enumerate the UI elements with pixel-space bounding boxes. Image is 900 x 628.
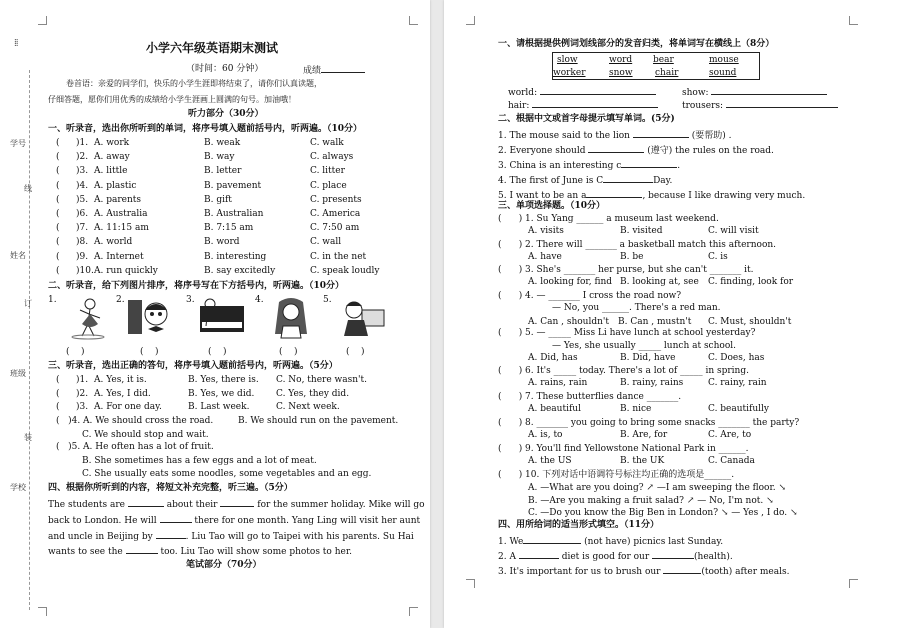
- time-limit: （时间：60 分钟）: [186, 64, 264, 74]
- option-a[interactable]: A. world: [94, 237, 133, 248]
- option-c[interactable]: C. walk: [310, 138, 344, 148]
- intro-line-1: 卷首语：亲爱的同学们，快乐的小学生涯即将结束了，请你们认真读题，: [66, 79, 322, 88]
- choice-q5-reply: — Yes, she usually _____ lunch at school.: [552, 341, 736, 351]
- answer-bracket[interactable]: (: [56, 152, 60, 163]
- category-hair: hair:: [508, 99, 658, 112]
- question-number: )1.: [76, 138, 89, 148]
- blank-input[interactable]: [126, 545, 158, 554]
- choice-q5-b[interactable]: B. Did, have: [620, 353, 676, 363]
- choice-q5-c[interactable]: C. Does, has: [708, 353, 765, 363]
- choice-option-c[interactable]: C. Canada: [708, 456, 755, 466]
- written-heading: 笔试部分（70分）: [186, 560, 262, 570]
- blank-input[interactable]: [711, 86, 827, 95]
- choice-question: ( ) 1. Su Yang ______ a museum last weekend.: [498, 214, 719, 224]
- answer-bracket[interactable]: (: [56, 237, 60, 248]
- choice-q5-a[interactable]: A. Did, has: [528, 353, 578, 363]
- answer-bracket[interactable]: (: [56, 402, 60, 412]
- option-b[interactable]: B. say excitedly: [204, 265, 276, 276]
- drag-handle-icon[interactable]: ⁞⁞: [14, 38, 18, 49]
- question-number: )10.: [76, 265, 94, 276]
- blank-input[interactable]: [128, 498, 164, 507]
- answer-bracket[interactable]: (: [56, 251, 60, 262]
- choice-option-b[interactable]: B. nice: [620, 404, 652, 414]
- choice-question: ( ) 3. She's _______ her purse, but she can't _______ it.: [498, 265, 754, 275]
- question-number: )1.: [76, 375, 89, 385]
- option-c[interactable]: C. No, there wasn't.: [276, 375, 367, 385]
- option-c[interactable]: C. America: [310, 209, 361, 219]
- option-b[interactable]: B. 7:15 am: [204, 223, 254, 234]
- answer-bracket[interactable]: ( ): [66, 347, 85, 357]
- answer-bracket[interactable]: (: [56, 138, 60, 148]
- option-a[interactable]: A. work: [94, 138, 130, 148]
- crop-mark: [409, 607, 418, 616]
- box-word: chair: [655, 68, 679, 78]
- page-title: 小学六年级英语期末测试: [146, 41, 279, 55]
- side-label-student-id: 学号: [10, 139, 26, 148]
- picture-piano: [196, 296, 248, 340]
- picture-boy-reading: [336, 296, 388, 340]
- question-number: )3.: [76, 166, 89, 177]
- p2-section3-title: 三、单项选择题。（10分）: [498, 201, 606, 211]
- fill-q1: 1. The mouse said to the lion (要帮助) .: [498, 131, 732, 141]
- option-a[interactable]: A. plastic: [94, 180, 137, 191]
- question-number: )9.: [76, 251, 89, 262]
- section3-q4: ( )4. A. We should cross the road.: [56, 416, 214, 426]
- option-b[interactable]: B. interesting: [204, 251, 267, 262]
- fill-q5: 5. I want to be an a , because I like drawing very much.: [498, 191, 806, 201]
- choice-option-a[interactable]: A. have: [528, 251, 562, 262]
- section3-q5: ( )5. A. He often has a lot of fruit.: [56, 442, 214, 452]
- question-number: )2.: [76, 152, 89, 163]
- choice-q10: ( ) 10. 下列对话中语调符号标注均正确的选项是______.: [498, 470, 735, 480]
- choice-option-b[interactable]: B. be: [620, 251, 644, 262]
- option-c[interactable]: C. in the net: [310, 251, 367, 262]
- category-world: world:: [508, 86, 656, 99]
- picture-girl-skipping: [60, 296, 112, 340]
- picture-number: 5.: [323, 295, 332, 305]
- option-c[interactable]: C. litter: [310, 166, 345, 177]
- form-q3: 3. It's important for us to brush our (tooth) after meals.: [498, 567, 790, 577]
- choice-option-c[interactable]: C. is: [708, 251, 728, 262]
- picture-number: 4.: [255, 295, 264, 305]
- choice-option-b[interactable]: B. visited: [620, 226, 663, 236]
- answer-bracket[interactable]: (: [56, 209, 60, 219]
- section3-title: 三、听录音，选出正确的答句，将序号填入题前括号内，听两遍。（5分）: [48, 361, 338, 371]
- option-c[interactable]: C. place: [310, 180, 347, 191]
- option-b[interactable]: B. Yes, there is.: [188, 375, 259, 385]
- fill-q2: 2. Everyone should (遵守) the rules on the road.: [498, 146, 774, 156]
- choice-q4: ( ) 4. — _______ I cross the road now?: [498, 291, 682, 301]
- crop-mark: [849, 16, 858, 25]
- blank-input[interactable]: [603, 174, 653, 183]
- exam-page-2: [444, 0, 900, 628]
- option-c[interactable]: C. Yes, they did.: [276, 388, 350, 399]
- option-b[interactable]: B. letter: [204, 166, 242, 177]
- blank-input[interactable]: [532, 99, 658, 108]
- blank-input[interactable]: [519, 550, 559, 559]
- answer-bracket[interactable]: (: [56, 388, 60, 399]
- crop-mark: [849, 579, 858, 588]
- score-label: 成绩: [303, 66, 322, 76]
- binding-line: [29, 70, 30, 610]
- exam-page-1: [0, 0, 430, 628]
- blank-input[interactable]: [621, 159, 677, 168]
- option-a[interactable]: A. Yes, it is.: [94, 375, 147, 385]
- answer-bracket[interactable]: (: [56, 180, 60, 191]
- question-number: )4.: [76, 180, 89, 191]
- picture-girl-long-hair: [265, 296, 317, 340]
- answer-bracket[interactable]: (: [56, 265, 60, 276]
- blank-input[interactable]: [160, 514, 192, 523]
- category-show: show:: [682, 86, 827, 99]
- option-b[interactable]: B. word: [204, 237, 240, 248]
- answer-bracket[interactable]: ( ): [279, 347, 298, 357]
- crop-mark: [38, 607, 47, 616]
- fill-q4: 4. The first of June is C Day.: [498, 176, 673, 186]
- option-a[interactable]: A. little: [94, 166, 128, 177]
- score-field[interactable]: [303, 64, 365, 77]
- box-word: snow: [609, 68, 633, 78]
- choice-question: ( ) 6. It's _____ today. There's a lot of _____ in spring.: [498, 366, 749, 376]
- option-a[interactable]: A. away: [94, 152, 130, 163]
- picture-number: 2.: [116, 295, 125, 305]
- picture-boy-with-bowtie: [126, 296, 178, 340]
- choice-option-c[interactable]: C. finding, look for: [708, 277, 794, 287]
- blank-input[interactable]: [633, 129, 689, 138]
- option-c[interactable]: C. speak loudly: [310, 265, 380, 276]
- choice-question: ( ) 2. There will _______ a basketball match this afternoon.: [498, 239, 777, 250]
- section4-title: 四、根据你所听到的内容，将短文补充完整，听三遍。（5分）: [48, 483, 293, 493]
- choice-q10-c[interactable]: C. —Do you know the Big Ben in London? ↘ — Yes , I do. ↘: [528, 508, 798, 518]
- blank-input[interactable]: [586, 189, 642, 198]
- option-a[interactable]: A. 11:15 am: [94, 223, 149, 234]
- box-word: slow: [557, 55, 578, 65]
- answer-bracket[interactable]: (: [56, 375, 60, 385]
- choice-option-b[interactable]: B. the UK: [620, 456, 665, 466]
- choice-option-c[interactable]: C. will visit: [708, 226, 759, 236]
- answer-bracket[interactable]: (: [56, 223, 60, 234]
- question-number: )6.: [76, 209, 89, 219]
- option-a[interactable]: A. Yes, I did.: [94, 388, 151, 399]
- option-c[interactable]: C. Next week.: [276, 402, 340, 412]
- option-b[interactable]: B. gift: [204, 194, 232, 205]
- option-c[interactable]: C. wall: [310, 237, 342, 248]
- question-number: )3.: [76, 402, 89, 412]
- choice-q10-b[interactable]: B. —Are you making a fruit salad? ↗ — No, I'm not. ↘: [528, 496, 774, 506]
- answer-bracket[interactable]: ( ): [208, 347, 227, 357]
- option-b[interactable]: B. Australian: [204, 209, 264, 219]
- option-c[interactable]: C. 7:50 am: [310, 223, 360, 234]
- q4-option-b: B. We should run on the pavement.: [238, 416, 399, 426]
- choice-option-c[interactable]: C. Are, to: [708, 430, 752, 440]
- answer-bracket[interactable]: ( ): [346, 347, 365, 357]
- p2-section1-title: 一、请根据提供例词划线部分的发音归类，将单词写在横线上（8分）: [498, 39, 775, 49]
- option-b[interactable]: B. Yes, we did.: [188, 388, 255, 399]
- option-a[interactable]: A. parents: [94, 194, 142, 205]
- box-word: bear: [653, 55, 674, 65]
- option-a[interactable]: A. Australia: [94, 209, 148, 219]
- blank-input[interactable]: [663, 565, 701, 574]
- category-trousers: trousers:: [682, 99, 838, 112]
- box-word: word: [609, 55, 633, 65]
- option-b[interactable]: B. way: [204, 152, 235, 163]
- passage-line-4: wants to see the too. Liu Tao will show some photos to her.: [48, 547, 353, 557]
- side-label-bind: 订: [24, 299, 32, 308]
- box-word: sound: [709, 68, 737, 78]
- q4-option-c: C. We should stop and wait.: [82, 430, 209, 440]
- side-label-class: 班级: [10, 369, 26, 378]
- choice-q10-a[interactable]: A. —What are you doing? ↗ —I am sweeping the floor. ↘: [528, 483, 787, 493]
- answer-bracket[interactable]: ( ): [140, 347, 159, 357]
- side-label-seal: 装: [24, 433, 32, 442]
- p2-section2-title: 二、根据中文或首字母提示填写单词。(5分): [498, 114, 675, 124]
- q5-option-a: )5. A. He often has a lot of fruit.: [68, 442, 214, 452]
- word-box: [552, 52, 760, 80]
- choice-option-b[interactable]: B. rainy, rains: [620, 378, 684, 388]
- choice-option-b[interactable]: B. looking at, see: [620, 277, 699, 287]
- fill-q3: 3. China is an interesting c .: [498, 161, 681, 171]
- choice-option-a[interactable]: A. visits: [528, 226, 564, 236]
- option-c[interactable]: C. always: [310, 152, 354, 163]
- q5-option-c: C. She usually eats some noodles, some vegetables and an egg.: [82, 469, 372, 479]
- option-a[interactable]: A. For one day.: [94, 402, 162, 412]
- box-word: mouse: [709, 55, 739, 65]
- choice-q4-reply: — No, you ______. There's a red man.: [552, 303, 721, 313]
- section1-title: 一、听录音，选出你所听到的单词，将序号填入题前括号内，听两遍。（10分）: [48, 124, 363, 134]
- answer-bracket[interactable]: (: [56, 194, 60, 205]
- choice-q4-b[interactable]: B. Can , mustn't: [618, 317, 692, 327]
- choice-option-c[interactable]: C. rainy, rain: [708, 378, 767, 388]
- option-c[interactable]: C. presents: [310, 194, 362, 205]
- crop-mark: [466, 16, 475, 25]
- side-label-name: 姓名: [10, 251, 26, 260]
- picture-number: 1.: [48, 295, 57, 305]
- blank-input[interactable]: [540, 86, 656, 95]
- q5-option-b: B. She sometimes has a few eggs and a lot of meat.: [82, 456, 317, 466]
- option-b[interactable]: B. pavement: [204, 180, 262, 191]
- blank-input[interactable]: [523, 535, 581, 544]
- choice-q5: ( ) 5. — _____ Miss Li have lunch at school yesterday?: [498, 328, 756, 338]
- choice-option-a[interactable]: A. looking for, find: [528, 277, 613, 287]
- crop-mark: [38, 16, 47, 25]
- passage-line-3: and uncle in Beijing by . Liu Tao will go to Taipei with his parents. Su Hai: [48, 532, 414, 542]
- blank-input[interactable]: [156, 530, 186, 539]
- option-b[interactable]: B. Last week.: [188, 402, 250, 412]
- blank-input[interactable]: [588, 144, 644, 153]
- form-q2: 2. A diet is good for our (health).: [498, 552, 733, 562]
- side-label-line: 线: [24, 184, 32, 193]
- question-number: )7.: [76, 223, 89, 234]
- crop-mark: [466, 579, 475, 588]
- side-label-school: 学校: [10, 483, 26, 492]
- intro-line-2: 仔细答题，愿你们用优秀的成绩给小学生涯画上圆满的句号。加油哦！: [48, 95, 296, 104]
- box-word: worker: [553, 68, 586, 78]
- choice-q4-c[interactable]: C. Must, shouldn't: [708, 317, 792, 327]
- blank-input[interactable]: [726, 99, 838, 108]
- option-a[interactable]: A. run quickly: [94, 265, 158, 276]
- choice-option-b[interactable]: B. Are, for: [620, 430, 668, 440]
- q4-option-a: )4. A. We should cross the road.: [68, 416, 214, 426]
- choice-option-a[interactable]: A. rains, rain: [528, 378, 588, 388]
- passage-line-2: back to London. He will there for one month. Yang Ling will visit her aunt: [48, 516, 421, 526]
- choice-option-c[interactable]: C. beautifully: [708, 404, 770, 414]
- choice-question: ( ) 9. You'll find Yellowstone National Park in ______.: [498, 444, 749, 454]
- choice-q4-a[interactable]: A. Can , shouldn't: [528, 317, 610, 327]
- crop-mark: [409, 16, 418, 25]
- question-number: )8.: [76, 237, 89, 248]
- blank-input[interactable]: [220, 498, 254, 507]
- passage-line-1: The students are about their for the summer holiday. Mike will go: [48, 500, 425, 510]
- choice-option-a[interactable]: A. the US: [528, 456, 572, 466]
- choice-question: ( ) 7. These butterflies dance _______.: [498, 392, 682, 402]
- answer-bracket[interactable]: (: [56, 166, 60, 177]
- choice-option-a[interactable]: A. beautiful: [528, 404, 581, 414]
- choice-option-a[interactable]: A. is, to: [528, 430, 563, 440]
- form-q1: 1. We (not have) picnics last Sunday.: [498, 537, 724, 547]
- option-a[interactable]: A. Internet: [94, 251, 144, 262]
- listening-heading: 听力部分（30分）: [188, 109, 264, 119]
- p2-section4-title: 四、用所给词的适当形式填空。（11分）: [498, 520, 660, 530]
- section2-title: 二、听录音，给下列图片排序，将序号写在下方括号内，听两遍。（10分）: [48, 281, 345, 291]
- question-number: )2.: [76, 388, 89, 399]
- question-number: )5.: [76, 194, 89, 205]
- option-b[interactable]: B. weak: [204, 138, 241, 148]
- picture-number: 3.: [186, 295, 195, 305]
- choice-question: ( ) 8. _______ you going to bring some snacks _______ the party?: [498, 418, 800, 428]
- blank-input[interactable]: [652, 550, 694, 559]
